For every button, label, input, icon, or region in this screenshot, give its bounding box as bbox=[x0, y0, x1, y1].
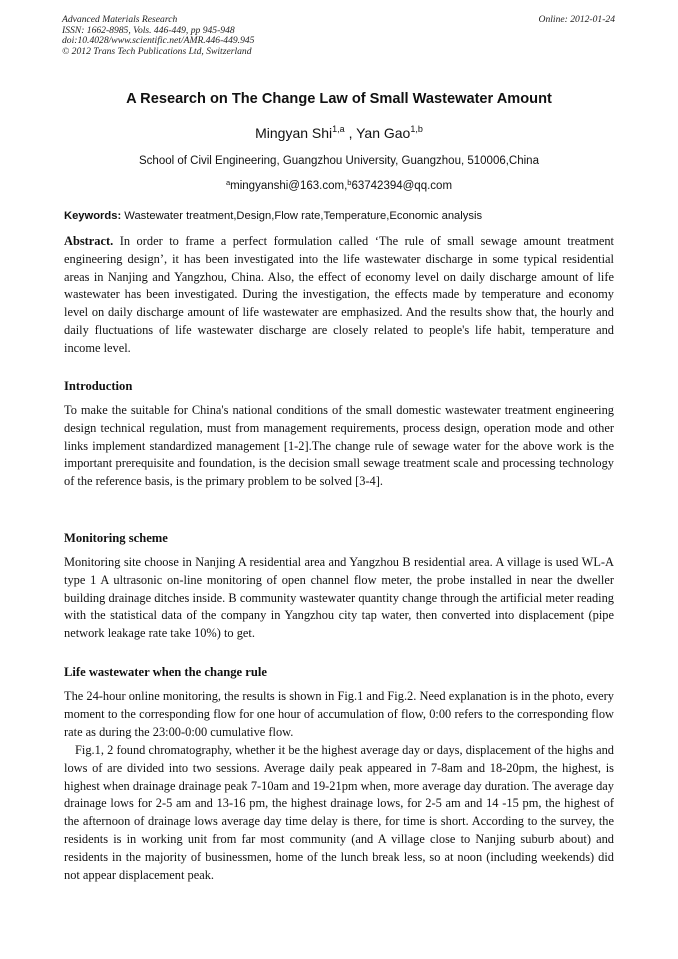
monitoring-paragraph: Monitoring site choose in Nanjing A residential area and Yangzhou B residential area. A village is used WL-A type 1 A ultrasonic on-line monitoring of open channel flow meter, the probe installed in near the dweller building drainage ditches inside. B community wastewater quantity change through the artificial meter reading with the statistical data of the company in Yangzhou city tap water, then converted into displacement (pipe network leakage rate take 10%) to get. bbox=[64, 555, 614, 641]
author-line bbox=[0, 124, 678, 142]
life-wastewater-paragraph-2-text: Fig.1, 2 found chromatography, whether it be the highest average day or days, displacement of the highs and lows of are divided into two sessions. Average daily peak appeared in 7-8am and 18-20pm, the highest, is highest when drainage drainage peak 7-10am and 19-21pm when, more average day duration. The average day drainage lows for 2-5 am and 13-16 pm, the highest drainage lows, for 2-5 am and 14 -15 pm, the highest of the afternoon of drainage lows average day time delay is there, for time is short. According to the survey, the residents is in working unit from far most community (and A village close to Nanjing suburb about) and residents in the majority of businessmen, home of the lunch break less, so at noon (including weekends) did not appear displacement peak. bbox=[64, 743, 614, 882]
journal-header bbox=[62, 15, 615, 57]
abstract-text: In order to frame a perfect formulation called ‘The rule of small sewage amount treatment engineering design’, it has been investigated into the life wastewater discharge in some typical residential areas in Nanjing and Yangzhou, China. Also, the effect of economy level on daily discharge amount of life wastewater has been investigated. During the investigation, the effects made by temperature and economy level on daily discharge amount of life wastewater are emphasized. And the results show that, the hourly and daily fluctuations of life wastewater discharge are closely related to people's life habit, temperature and income level. bbox=[64, 234, 614, 355]
author-1: Mingyan Shi bbox=[255, 125, 333, 141]
keywords-label: Keywords: bbox=[64, 210, 122, 222]
email-2-marker: b bbox=[347, 178, 352, 187]
author-2: Yan Gao bbox=[356, 125, 411, 141]
journal-name: Advanced Materials Research bbox=[62, 14, 178, 25]
journal-doi: doi:10.4028/www.scientific.net/AMR.446-449.945 bbox=[62, 35, 255, 47]
online-date: Online: 2012-01-24 bbox=[538, 14, 615, 25]
journal-issn: ISSN: 1662-8985, Vols. 446-449, pp 945-948 bbox=[62, 24, 235, 36]
keywords-text: Wastewater treatment,Design,Flow rate,Temperature,Economic analysis bbox=[121, 210, 483, 222]
email-line bbox=[0, 179, 678, 193]
affiliation: School of Civil Engineering, Guangzhou University, Guangzhou, 510006,China bbox=[139, 155, 539, 167]
abstract-label: Abstract. bbox=[64, 234, 114, 248]
author-separator: , bbox=[344, 125, 357, 141]
section-heading-life-wastewater: Life wastewater when the change rule bbox=[64, 665, 267, 679]
author-2-affil: 1,b bbox=[410, 124, 423, 134]
abstract bbox=[64, 233, 614, 358]
introduction-paragraph: To make the suitable for China's national conditions of the small domestic wastewater treatment engineering design technical regulation, must from management requirements, process design, operation mode and other links implement standardized management [1-2].The change rule of sewage water for the above work is the important prerequisite and foundation, is the decision small sewage treatment scale and processing technology of the reference basis, is the primary problem to be solved [3-4]. bbox=[64, 403, 614, 489]
author-1-affil: 1,a bbox=[332, 124, 345, 134]
paper-title: A Research on The Change Law of Small Wastewater Amount bbox=[126, 91, 552, 107]
journal-copyright: © 2012 Trans Tech Publications Ltd, Switzerland bbox=[62, 45, 252, 57]
section-heading-introduction: Introduction bbox=[64, 379, 133, 393]
keywords bbox=[64, 209, 614, 223]
life-wastewater-paragraph-2 bbox=[64, 742, 614, 884]
email-2: 63742394@qq.com bbox=[351, 180, 453, 192]
section-heading-monitoring: Monitoring scheme bbox=[64, 531, 168, 545]
life-wastewater-paragraph-1: The 24-hour online monitoring, the results is shown in Fig.1 and Fig.2. Need explanation is in the photo, every moment to the corresponding flow for one hour of accumulation of flow, 0:00 refers to the corresponding flow rate as during the 23:00-0:00 cumulative flow. bbox=[64, 689, 614, 739]
email-1-marker: a bbox=[225, 178, 231, 187]
email-1: mingyanshi@163.com, bbox=[230, 180, 348, 192]
